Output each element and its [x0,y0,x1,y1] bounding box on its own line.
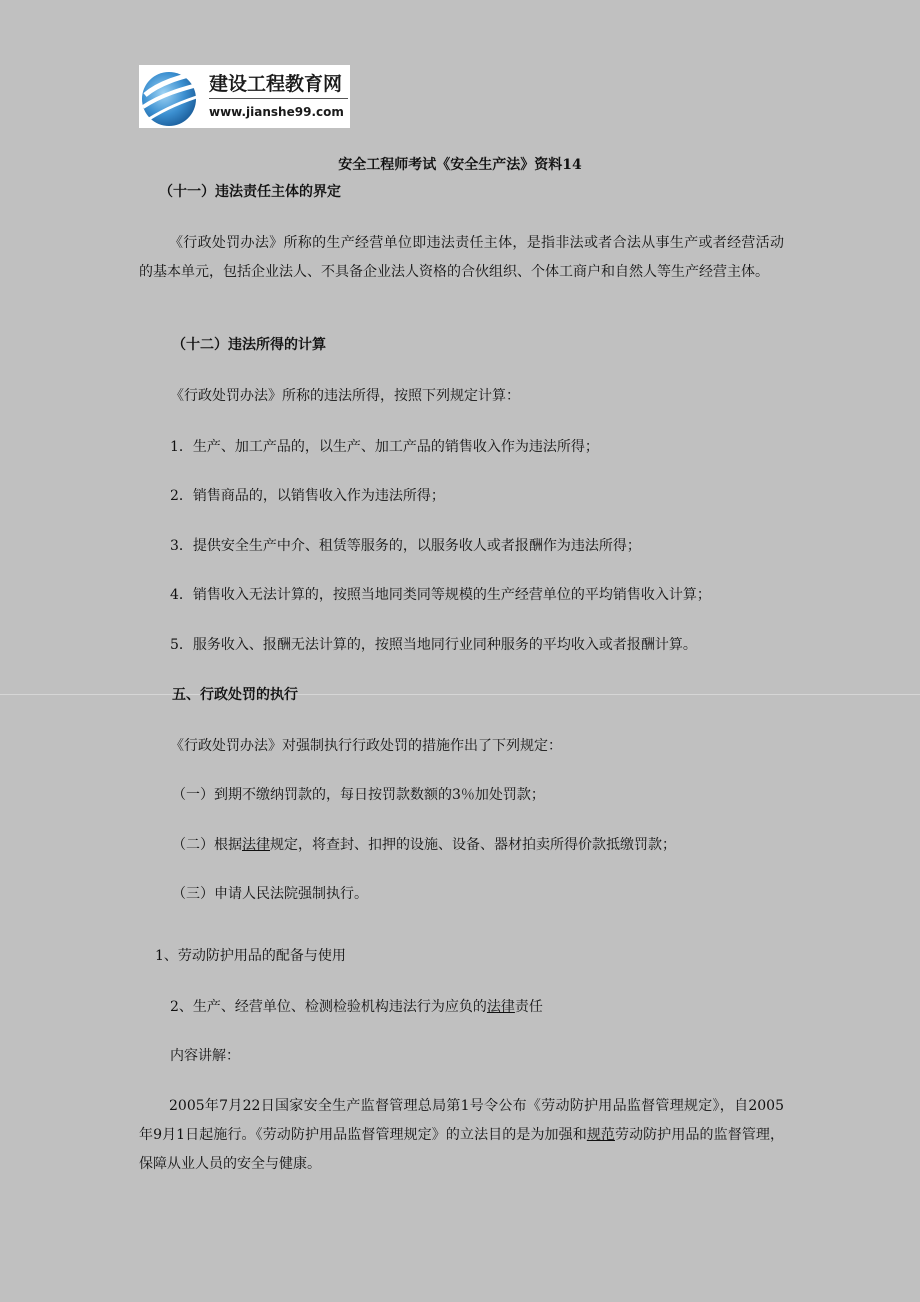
topic-item-1: 1、劳动防护用品的配备与使用 [155,948,346,964]
measure-item-2 [172,835,676,855]
lecture-label: 内容讲解： [170,1048,240,1064]
list-item: 2．销售商品的，以销售收入作为违法所得； [170,488,445,504]
globe-icon [139,65,207,128]
measure-item-2-post: 规定，将查封、扣押的设施、设备、器材拍卖所得价款抵缴罚款； [270,837,676,853]
measure-item-1: （一）到期不缴纳罚款的，每日按罚款数额的3％加处罚款； [172,787,545,803]
measure-item-2-pre: （二）根据 [172,837,242,853]
topic-item-2-pre: 2、生产、经营单位、检测检验机构违法行为应负的 [170,999,487,1015]
paragraph-ppe-post: 劳动防护用品的监督管理，保障从业人员的安全与健康。 [139,1127,784,1172]
paragraph-subject-definition: 《行政处罚办法》所称的生产经营单位即违法责任主体，是指非法或者合法从事生产或者经营活动的基本单元，包括企业法人、不具备企业法人资格的合伙组织、个体工商户和自然人等生产经营主体。 [139,235,784,280]
list-item: 5．服务收入、报酬无法计算的，按照当地同行业同种服务的平均收入或者报酬计算。 [170,637,697,653]
measure-item-3: （三）申请人民法院强制执行。 [172,886,368,902]
paragraph-ppe-regulation [139,1092,784,1179]
section-heading-11: （十一）违法责任主体的界定 [159,184,341,200]
list-item: 1．生产、加工产品的，以生产、加工产品的销售收入作为违法所得； [170,439,599,455]
list-item: 4．销售收入无法计算的，按照当地同类同等规模的生产经营单位的平均销售收入计算； [170,587,711,603]
page-divider [0,694,920,695]
law-link[interactable]: 法律 [242,837,270,853]
document-title: 安全工程师考试《安全生产法》资料14 [338,157,582,173]
law-link[interactable]: 法律 [486,999,515,1015]
logo-url: www.jianshe99.com [209,105,344,119]
topic-item-2-post: 责任 [514,999,543,1015]
logo-name: 建设工程教育网 [209,73,343,95]
logo-rule [209,98,348,99]
section-heading-5: 五、行政处罚的执行 [172,687,298,703]
paragraph-ppe-pre: 2005年7月22日国家安全生产监督管理总局第1号令公布《劳动防护用品监督管理规定》，自2005年9月1日起施行。《劳动防护用品监督管理规定》的立法目的是为加强和 [139,1098,784,1143]
list-item: 3．提供安全生产中介、租赁等服务的，以服务收人或者报酬作为违法所得； [170,538,641,554]
topic-item-2 [170,997,543,1017]
paragraph-enforcement-intro: 《行政处罚办法》对强制执行行政处罚的措施作出了下列规定： [170,738,562,754]
standard-link[interactable]: 规范 [586,1127,615,1143]
site-logo[interactable] [139,65,350,128]
section-heading-12: （十二）违法所得的计算 [172,337,326,353]
paragraph-illegal-gains-intro: 《行政处罚办法》所称的违法所得，按照下列规定计算： [170,388,520,404]
